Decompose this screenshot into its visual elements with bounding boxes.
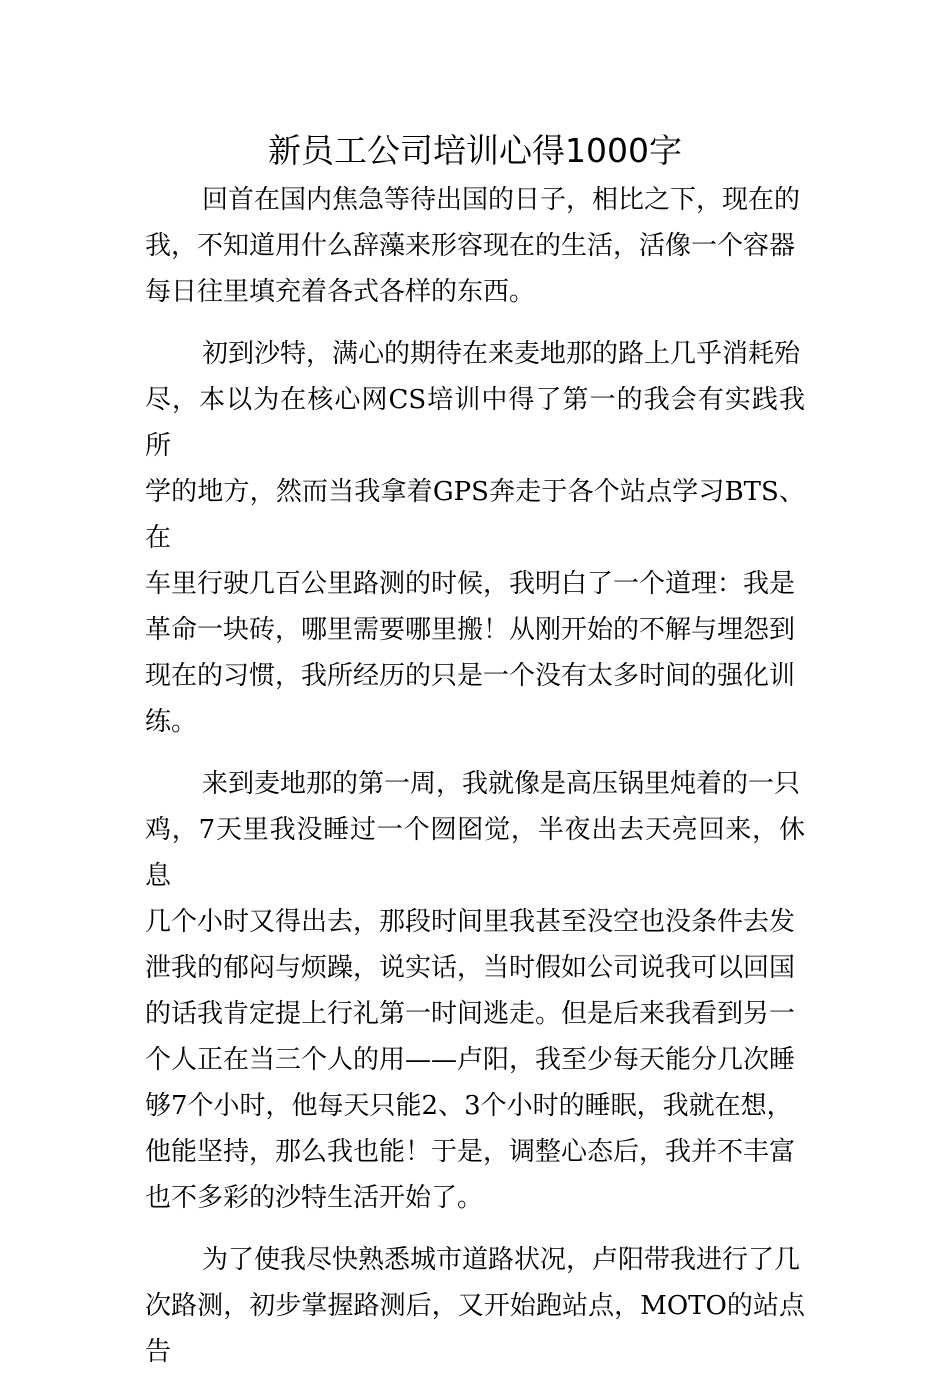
text-line-content: 回首在国内焦急等待出国的日子，相比之下，现在的	[202, 185, 801, 215]
text-line: 练。	[145, 707, 198, 737]
paragraph-2	[145, 331, 805, 745]
text-line: 革命一块砖，哪里需要哪里搬！从刚开始的不解与埋怨到	[145, 615, 796, 645]
text-line: 尽，本以为在核心网CS培训中得了第一的我会有实践我所	[145, 385, 805, 461]
paragraph-1	[145, 177, 805, 315]
text-line: 次路测，初步掌握路测后，又开始跑站点，MOTO的站点告	[145, 1291, 805, 1367]
document-body	[145, 177, 805, 1391]
text-line: 几个小时又得出去，那段时间里我甚至没空也没条件去发	[145, 907, 796, 937]
text-line: 现在的习惯，我所经历的只是一个没有太多时间的强化训	[145, 661, 796, 691]
text-line: 也不多彩的沙特生活开始了。	[145, 1183, 484, 1213]
text-line	[145, 1237, 805, 1283]
text-line: 个人正在当三个人的用——卢阳，我至少每天能分几次睡	[145, 1045, 796, 1075]
text-line-content: 初到沙特，满心的期待在来麦地那的路上几乎消耗殆	[202, 339, 801, 369]
text-line: 够7个小时，他每天只能2、3个小时的睡眠，我就在想，	[145, 1091, 793, 1121]
paragraph-3	[145, 761, 805, 1221]
text-line	[145, 761, 805, 807]
text-line: 车里行驶几百公里路测的时候，我明白了一个道理：我是	[145, 569, 796, 599]
text-line: 的话我肯定提上行礼第一时间逃走。但是后来我看到另一	[145, 999, 796, 1029]
text-line: 我，不知道用什么辞藻来形容现在的生活，活像一个容器	[145, 231, 796, 261]
text-line: 鸡，7天里我没睡过一个囫囵觉，半夜出去天亮回来，休息	[145, 815, 805, 891]
text-line: 他能坚持，那么我也能！于是，调整心态后，我并不丰富	[145, 1137, 796, 1167]
text-line: 泄我的郁闷与烦躁，说实话，当时假如公司说我可以回国	[145, 953, 796, 983]
text-line-content: 为了使我尽快熟悉城市道路状况，卢阳带我进行了几	[202, 1245, 801, 1275]
text-line	[145, 331, 805, 377]
paragraph-4	[145, 1237, 805, 1375]
text-line: 学的地方，然而当我拿着GPS奔走于各个站点学习BTS、在	[145, 477, 805, 553]
text-line: 每日往里填充着各式各样的东西。	[145, 277, 536, 307]
text-line-content: 来到麦地那的第一周，我就像是高压锅里炖着的一只	[202, 769, 801, 799]
document-title: 新员工公司培训心得1000字	[268, 131, 682, 170]
text-line	[145, 177, 805, 223]
